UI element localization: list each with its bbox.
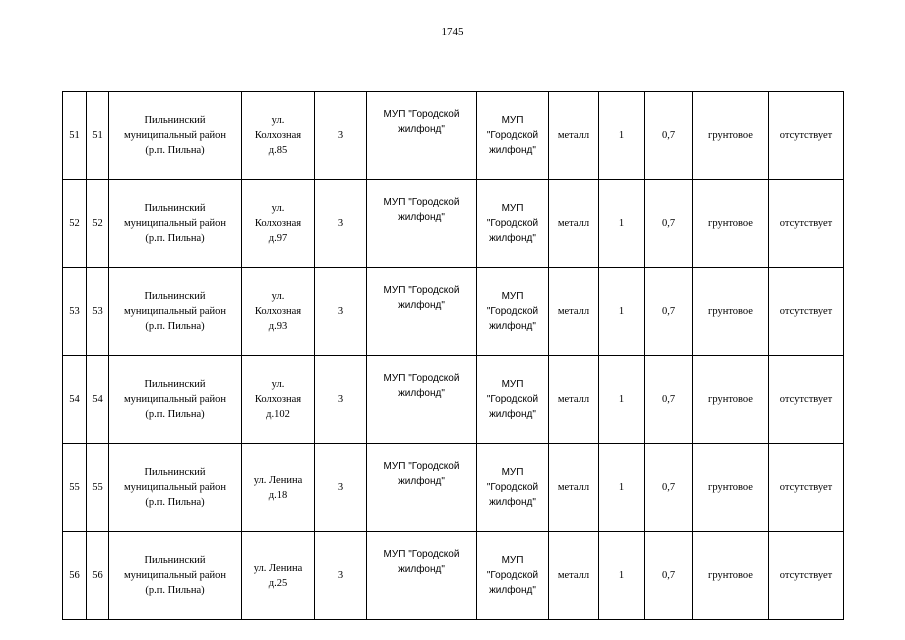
row-number-cell: 52 bbox=[87, 180, 109, 268]
table-row bbox=[63, 532, 844, 620]
row-index-cell: 53 bbox=[63, 268, 87, 356]
address-cell: ул. Ленина д.18 bbox=[242, 444, 315, 532]
volume-cell: 0,7 bbox=[645, 532, 693, 620]
district-cell: Пильнинский муниципальный район (р.п. Пильна) bbox=[109, 92, 242, 180]
volume-cell: 0,7 bbox=[645, 268, 693, 356]
containers-cell: 1 bbox=[599, 532, 645, 620]
fence-cell: отсутствует bbox=[769, 532, 844, 620]
material-cell: металл bbox=[549, 180, 599, 268]
row-number-cell: 56 bbox=[87, 532, 109, 620]
material-cell: металл bbox=[549, 268, 599, 356]
row-number-cell: 55 bbox=[87, 444, 109, 532]
district-cell: Пильнинский муниципальный район (р.п. Пильна) bbox=[109, 268, 242, 356]
volume-cell: 0,7 bbox=[645, 92, 693, 180]
table-body bbox=[63, 92, 844, 620]
table-row bbox=[63, 444, 844, 532]
operator-cell: МУП "Городской жилфонд" bbox=[477, 268, 549, 356]
fence-cell: отсутствует bbox=[769, 444, 844, 532]
containers-cell: 1 bbox=[599, 444, 645, 532]
count-cell: 3 bbox=[315, 180, 367, 268]
material-cell: металл bbox=[549, 356, 599, 444]
address-cell: ул. Колхозная д.102 bbox=[242, 356, 315, 444]
district-cell: Пильнинский муниципальный район (р.п. Пильна) bbox=[109, 356, 242, 444]
surface-cell: грунтовое bbox=[693, 444, 769, 532]
material-cell: металл bbox=[549, 444, 599, 532]
surface-cell: грунтовое bbox=[693, 356, 769, 444]
district-cell: Пильнинский муниципальный район (р.п. Пильна) bbox=[109, 180, 242, 268]
material-cell: металл bbox=[549, 92, 599, 180]
containers-cell: 1 bbox=[599, 356, 645, 444]
fence-cell: отсутствует bbox=[769, 180, 844, 268]
table-row bbox=[63, 356, 844, 444]
surface-cell: грунтовое bbox=[693, 180, 769, 268]
volume-cell: 0,7 bbox=[645, 180, 693, 268]
count-cell: 3 bbox=[315, 444, 367, 532]
row-number-cell: 51 bbox=[87, 92, 109, 180]
owner-cell: МУП "Городской жилфонд" bbox=[367, 180, 477, 268]
count-cell: 3 bbox=[315, 356, 367, 444]
table-row bbox=[63, 268, 844, 356]
address-cell: ул. Колхозная д.97 bbox=[242, 180, 315, 268]
row-index-cell: 56 bbox=[63, 532, 87, 620]
table-row bbox=[63, 92, 844, 180]
owner-cell: МУП "Городской жилфонд" bbox=[367, 92, 477, 180]
operator-cell: МУП "Городской жилфонд" bbox=[477, 444, 549, 532]
row-number-cell: 54 bbox=[87, 356, 109, 444]
operator-cell: МУП "Городской жилфонд" bbox=[477, 356, 549, 444]
volume-cell: 0,7 bbox=[645, 356, 693, 444]
surface-cell: грунтовое bbox=[693, 92, 769, 180]
containers-cell: 1 bbox=[599, 92, 645, 180]
page-number: 1745 bbox=[441, 26, 464, 38]
owner-cell: МУП "Городской жилфонд" bbox=[367, 532, 477, 620]
row-index-cell: 54 bbox=[63, 356, 87, 444]
material-cell: металл bbox=[549, 532, 599, 620]
row-index-cell: 52 bbox=[63, 180, 87, 268]
address-cell: ул. Колхозная д.93 bbox=[242, 268, 315, 356]
fence-cell: отсутствует bbox=[769, 356, 844, 444]
fence-cell: отсутствует bbox=[769, 92, 844, 180]
district-cell: Пильнинский муниципальный район (р.п. Пильна) bbox=[109, 444, 242, 532]
containers-cell: 1 bbox=[599, 180, 645, 268]
row-number-cell: 53 bbox=[87, 268, 109, 356]
count-cell: 3 bbox=[315, 268, 367, 356]
address-cell: ул. Ленина д.25 bbox=[242, 532, 315, 620]
count-cell: 3 bbox=[315, 532, 367, 620]
surface-cell: грунтовое bbox=[693, 268, 769, 356]
owner-cell: МУП "Городской жилфонд" bbox=[367, 444, 477, 532]
containers-cell: 1 bbox=[599, 268, 645, 356]
address-cell: ул. Колхозная д.85 bbox=[242, 92, 315, 180]
volume-cell: 0,7 bbox=[645, 444, 693, 532]
operator-cell: МУП "Городской жилфонд" bbox=[477, 92, 549, 180]
owner-cell: МУП "Городской жилфонд" bbox=[367, 356, 477, 444]
registry-table bbox=[62, 91, 844, 620]
table-row bbox=[63, 180, 844, 268]
surface-cell: грунтовое bbox=[693, 532, 769, 620]
row-index-cell: 51 bbox=[63, 92, 87, 180]
operator-cell: МУП "Городской жилфонд" bbox=[477, 180, 549, 268]
district-cell: Пильнинский муниципальный район (р.п. Пильна) bbox=[109, 532, 242, 620]
row-index-cell: 55 bbox=[63, 444, 87, 532]
count-cell: 3 bbox=[315, 92, 367, 180]
fence-cell: отсутствует bbox=[769, 268, 844, 356]
owner-cell: МУП "Городской жилфонд" bbox=[367, 268, 477, 356]
operator-cell: МУП "Городской жилфонд" bbox=[477, 532, 549, 620]
